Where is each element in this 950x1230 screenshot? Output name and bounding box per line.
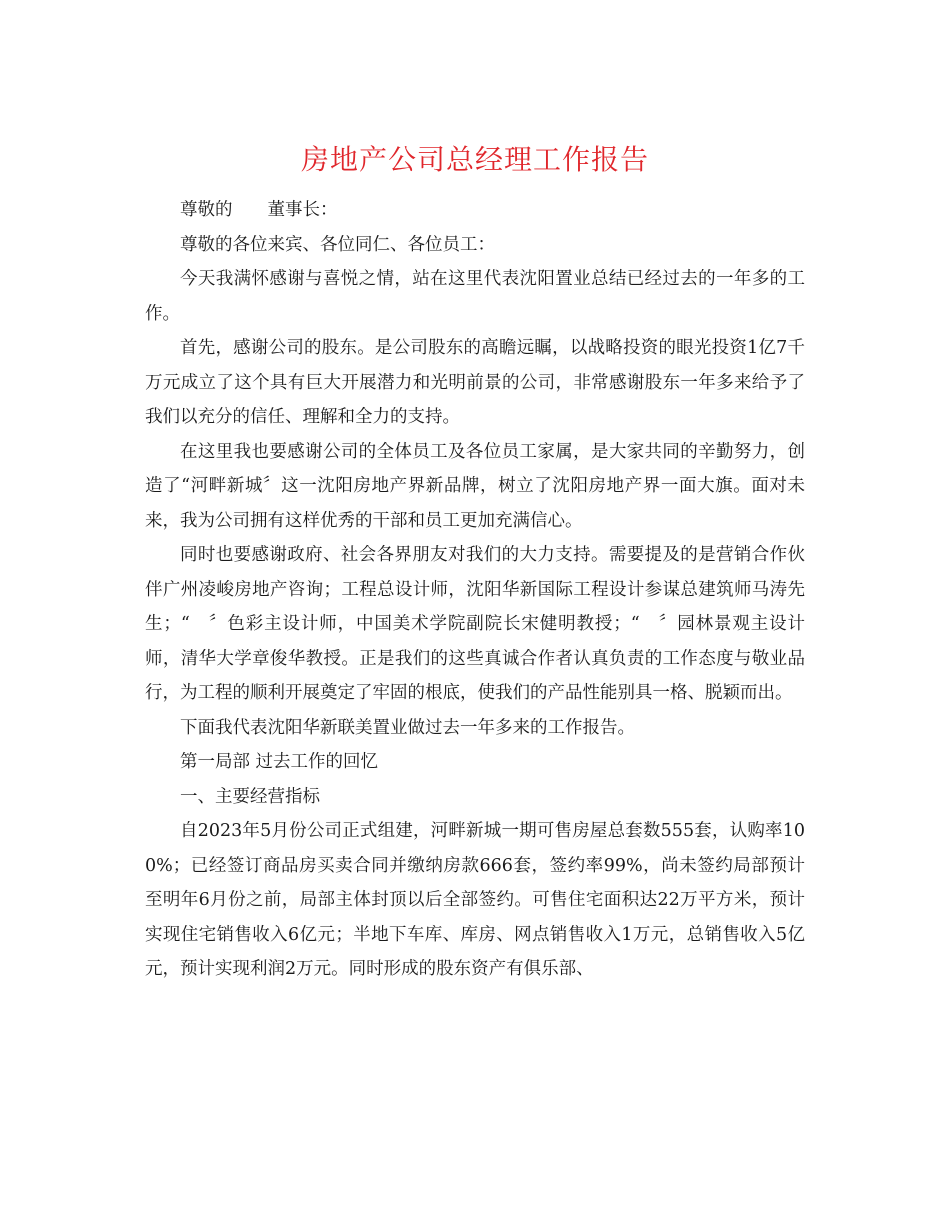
paragraph-indicators: 自2023年5月份公司正式组建，河畔新城一期可售房屋总套数555套，认购率100%；已经签订商品房买卖合同并缴纳房款666套，签约率99%，尚未签约局部预计至明年6月份之前，局部主体封顶以后全部签约。可售住宅面积达22万平方米，预计实现住宅销售收入6亿元；半地下车库、库房、网点销售收入1万元，总销售收入5亿元，预计实现利润2万元。同时形成的股东资产有俱乐部、	[145, 821, 805, 979]
subsection-heading-indicators: 一、主要经营指标	[180, 786, 320, 807]
section-heading-part-one: 第一局部 过去工作的回忆	[180, 752, 379, 772]
salutation-chairman: 尊敬的 董事长：	[180, 200, 338, 220]
paragraph-report-intro: 下面我代表沈阳华新联美置业做过去一年多来的工作报告。	[180, 717, 635, 738]
paragraph-thanks-staff: 在这里我也要感谢公司的全体员工及各位员工家属，是大家共同的辛勤努力，创造了“河畔新城〞这一沈阳房地产界新品牌，树立了沈阳房地产界一面大旗。面对未来，我为公司拥有这样优秀的干部和员工更加充满信心。	[145, 441, 805, 531]
paragraph-thanks-partners: 同时也要感谢政府、社会各界朋友对我们的大力支持。需要提及的是营销合作伙伴广州凌峻房地产咨询；工程总设计师，沈阳华新国际工程设计参谋总建筑师马涛先生；“ 〞色彩主设计师，中国美术学院副院长宋健明教授；“ 〞园林景观主设计师，清华大学章俊华教授。正是我们的这些真诚合作者认真负责的工作态度与敬业品行，为工程的顺利开展奠定了牢固的根底，使我们的产品性能别具一格、脱颖而出。	[145, 545, 805, 703]
paragraph-opening: 今天我满怀感谢与喜悦之情，站在这里代表沈阳置业总结已经过去的一年多的工作。	[145, 269, 805, 324]
salutation-guests: 尊敬的各位来宾、各位同仁、各位员工：	[180, 234, 495, 255]
document-title: 房地产公司总经理工作报告	[300, 143, 649, 176]
paragraph-thanks-shareholders: 首先，感谢公司的股东。是公司股东的高瞻远瞩，以战略投资的眼光投资1亿7千万元成立了这个具有巨大开展潜力和光明前景的公司，非常感谢股东一年多来给予了我们以充分的信任、理解和全力的支持。	[145, 338, 805, 427]
document-body	[145, 193, 805, 987]
